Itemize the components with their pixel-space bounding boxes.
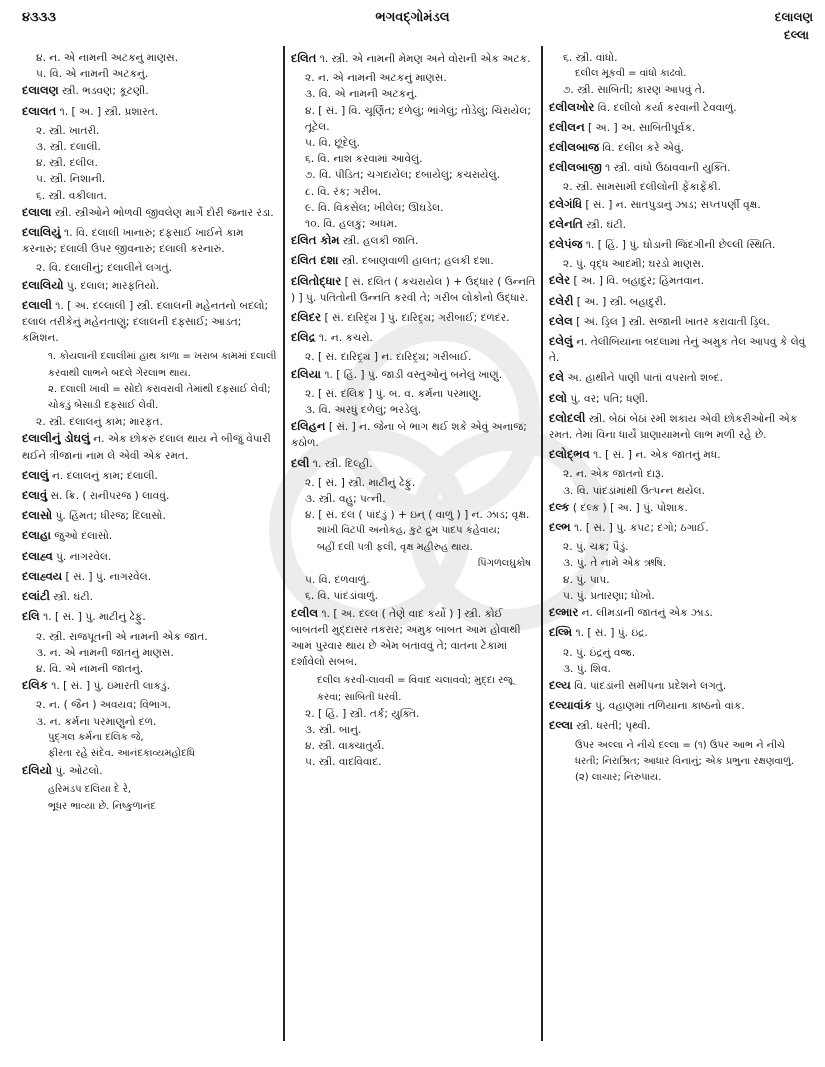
dictionary-entry — [549, 216, 811, 233]
definition-text: ૧. [ અ. ] સ્ત્રી. પ્રશારત. — [56, 105, 159, 118]
headword: દલ્ય — [549, 677, 571, 692]
dictionary-entry — [549, 293, 811, 310]
definition-text: ૭. વિ. પીડિત; ચગદાયેલ; દબાયેલું; કચરાયેલું. — [305, 169, 500, 182]
headword: દલિત — [291, 51, 317, 65]
sense-line — [22, 260, 277, 276]
sense-line — [291, 167, 537, 183]
sense-line — [291, 103, 537, 135]
definition-text: વિ. પાંદડાંની સમીપના પ્રદેશને લગતું. — [570, 679, 727, 692]
sense-line — [291, 402, 537, 418]
headword: દલ્ક — [549, 499, 570, 514]
sense-line — [549, 645, 811, 661]
dictionary-entry — [22, 527, 277, 544]
column-rule-2 — [541, 46, 543, 1041]
sense-line — [22, 661, 277, 677]
definition-text: ૩. ન. કર્મના પરમાણુનો દળ. — [36, 715, 157, 728]
definition-text: ૨. ન. એક જાતનો દારૂ. — [563, 468, 665, 481]
sense-line — [291, 151, 537, 167]
definition-text: ૨. [ સં. ] સ્ત્રી. માટીનું ઢેફું. — [305, 476, 416, 489]
dictionary-entry — [549, 159, 811, 176]
definition-text: સ્ત્રી. હલકી જાતિ. — [339, 235, 419, 248]
dictionary-entry — [549, 272, 811, 289]
column-rule-1 — [283, 46, 285, 1041]
definition-text: ૧. કોયલાની દલાલીમાં હાથ કાળા = ખરાબ કામમાં દલાલી કરવાથી લાભને બદલે ગેરલાભ થાય. — [48, 351, 277, 379]
headword: દલિ — [22, 609, 40, 624]
definition-text: પું. દલાલ; મારફતિયો. — [63, 279, 160, 292]
dictionary-entry — [22, 762, 277, 779]
definition-text: ૬. સ્ત્રી. વકીલાત. — [36, 189, 107, 202]
dictionary-entry — [22, 677, 277, 694]
definition-text: ૨. ન. ( જૈન ) અવયવ; વિભાગ. — [36, 699, 172, 712]
definition-text: ( દલ્ક઼ ) [ અ. ] પું. પોશાક. — [569, 501, 688, 514]
definition-text: ૩. પું. તે નામે એક ઋષિ. — [563, 557, 667, 570]
definition-text: ૭. સ્ત્રી. સાબિતી; કારણ આપવું તે. — [563, 84, 706, 97]
sense-line — [291, 135, 537, 151]
dictionary-entry — [22, 204, 277, 221]
definition-text: [ અ. ] વિ. બહાદુર; હિંમતવાન. — [570, 275, 704, 288]
dictionary-entry — [549, 236, 811, 253]
dictionary-entry — [291, 455, 537, 472]
guideword-last: દલ્લા — [784, 28, 809, 42]
quotation-line — [291, 673, 537, 705]
definition-text: વિ. દલીલો કર્યા કરવાની ટેવવાળું. — [594, 101, 737, 114]
definition-text: ૫. વિ. દળવાળું. — [305, 574, 370, 587]
dictionary-entry — [291, 50, 537, 67]
definition-text: ન. તેલીબિયાંના બદલામાં તેનું અમુક તેલ આપવું કે લેવું તે. — [549, 336, 806, 365]
definition-text: ૧. [ હિં. ] પું. ઘોડાની જિંદગીની છેલ્લી સ્થિતિ. — [582, 239, 776, 252]
definition-text: ૪. [ સં. ] વિ. ચૂર્ણિત; દળેલું; ભાંગેલું; તોડેલું; ચિરાયેલ; તૂટેલ. — [305, 104, 531, 133]
sense-line — [291, 475, 537, 491]
headword: દલીલ — [291, 605, 319, 620]
definition-text: ભૂધર ભાવ્યા છે. નિષ્કુળાનંદ — [48, 800, 157, 812]
headword: દલાવું — [22, 488, 48, 503]
dictionary-entry — [22, 608, 277, 625]
definition-text: ૪. પું. પાપ. — [563, 573, 610, 586]
quotation-line — [291, 540, 537, 556]
dictionary-entry — [291, 252, 537, 269]
headword: દલેલું — [549, 334, 573, 349]
headword: દલી — [291, 455, 310, 470]
definition-text: [ સં. ] ન. સાતપુડાનું ઝાડ; સપ્તપર્ણી વૃક્ષ. — [582, 198, 761, 211]
definition-text: ૧. વિ. દલાલી ખાનારું; દફસાઈ ખાઈને કામ કરનારું; દલાલી ઉપર જીવનારું; દલાલી કરનારું. — [22, 227, 244, 256]
definition-text: ૩. વિ. પાંદડાંમાંથી ઉત્પન્ન થયેલ. — [563, 484, 705, 497]
definition-text: ન. દલાલનું કામ; દલાલી. — [48, 469, 158, 482]
definition-text: ૪. ન. એ નામની અટકનું માણસ. — [36, 52, 179, 64]
dictionary-entry — [549, 139, 811, 156]
definition-text: ૨. [ સં. દલિક ] પું. બ. વ. કર્મના પરમાણુ. — [305, 387, 482, 400]
dictionary-entry — [549, 604, 811, 621]
dictionary-entry — [291, 605, 537, 671]
sense-line — [549, 483, 811, 499]
dictionary-entry — [22, 224, 277, 257]
sense-line — [549, 661, 811, 677]
definition-text: ૮. વિ. રંક; ગરીબ. — [305, 185, 382, 198]
headword: દલોદલી — [549, 410, 586, 425]
sense-line — [291, 349, 537, 365]
definition-text: પું. વહાણમાં તળિયાના કાષ્ઠનો વાંક. — [591, 700, 745, 713]
dictionary-entry — [549, 697, 811, 714]
definition-text: ૧. [ સં. ] પું. માટીનું ઢેફું. — [39, 611, 146, 624]
definition-text: ૫. વિ. એ નામની અટકનું. — [36, 68, 149, 81]
definition-text: સ. ક્રિ. ( રાનીપરજ ) લાવવું. — [47, 490, 170, 503]
definition-text: સ્ત્રી. દબાણવાળી હાલત; હલકી દશા. — [338, 255, 494, 268]
dictionary-entry — [549, 519, 811, 536]
definition-text: ૧. [ સં. ] પું. ઇંદ્ર. — [572, 627, 648, 640]
sense-line — [291, 386, 537, 402]
sense-line — [291, 706, 537, 722]
definition-text: ૧. [ હિં. ] પું. જાડી વસ્તુઓનું બનેલું ખાણું. — [320, 368, 503, 381]
dictionary-entry — [549, 119, 811, 136]
definition-text: ૨. વિ. દલાલીનું; દલાલીને લગતું. — [36, 262, 173, 275]
dictionary-entry — [549, 313, 811, 330]
headword: દલ્માર — [549, 605, 579, 620]
quotation-line — [549, 66, 811, 82]
definition-text: સ્ત્રી. ધરતી; પૃથ્વી. — [572, 720, 651, 733]
sense-line — [291, 491, 537, 507]
definition-text: સ્ત્રી. બેઠાં બેઠાં રમી શકાય એવી છોકરીઓની એક રમત. તેમાં વિના ધાર્યે પ્રાણાયામનો લાભ મળી રહે છે. — [549, 412, 798, 442]
headword: દલ્લા — [549, 718, 573, 733]
headword: દલેલ — [549, 313, 573, 328]
dictionary-entry — [22, 467, 277, 484]
definition-text: હરિમંડપ દલિયા દે રે, — [48, 784, 132, 796]
sense-line — [22, 66, 277, 82]
definition-text: ૩. સ્ત્રી. વહુ; પત્ની. — [305, 493, 386, 506]
definition-text: [ અ. ] અ. સાબિતીપૂર્વક. — [584, 121, 696, 134]
definition-text: ૩. ન. એ નામની જાતનું માણસ. — [36, 646, 174, 659]
headword: દલિયો — [22, 763, 53, 778]
dictionary-entry — [22, 297, 277, 347]
quotation-line — [22, 799, 277, 815]
sense-line — [291, 588, 537, 604]
definition-text: ૪. [ સં. દલ ( પાંદડું ) + ઇન્ ( વાળું ) ] ન. ઝાડ; વૃક્ષ. — [305, 509, 530, 522]
headword: દલાલી — [22, 297, 52, 312]
headword: દલો — [549, 390, 567, 405]
definition-text: [ સં. દારિદ્ર્ય ] પું. દારિદ્ર્ય; ગરીબાઈ; દળદર. — [321, 312, 510, 325]
sense-line — [22, 645, 277, 661]
headword: દલીલખોર — [549, 99, 595, 114]
definition-text: ૫. વિ. છૂંદેલું. — [305, 137, 360, 150]
definition-text: ૬. વિ. નાશ કરવામાં આવેલું. — [305, 153, 423, 166]
sense-line — [22, 171, 277, 187]
definition-text: ૨. [ સં. દારિદ્ર્ય ] ન. દારિદ્ર્ય; ગરીબાઈ. — [305, 351, 472, 364]
definition-text: [ સં. ] પું. નાગરવેલ. — [62, 570, 152, 583]
definition-text: સ્ત્રી. ભડવણ; કૂટણી. — [58, 85, 149, 98]
definition-text: ૧. સ્ત્રી. એ નામની મેમણ અને વોરાની એક અટક. — [316, 53, 531, 65]
sense-line — [22, 714, 277, 730]
dictionary-entry — [22, 588, 277, 605]
quotation-line — [22, 349, 277, 381]
definition-text: ૩. વિ. એ નામની અટકનું. — [305, 88, 418, 101]
headword: દલિદ્ર — [291, 330, 316, 345]
definition-text: શાખી વિટપી અનોકહ, કુટ દ્રુમ પાદપ કહેવાય; — [317, 525, 501, 537]
definition-text: ૨. પું. ઇંદ્રનું વજ્ર. — [563, 646, 636, 659]
sense-line — [22, 139, 277, 155]
definition-text: ૨. [ હિં. ] સ્ત્રી. તર્ક; યુક્તિ. — [305, 707, 420, 720]
definition-text: ૨. ન. એ નામની અટકનું માણસ. — [305, 72, 447, 85]
headword: દલીલબાજ — [549, 140, 600, 155]
definition-text: ૫. સ્ત્રી. વાદવિવાદ. — [305, 756, 382, 769]
quotation-line — [22, 730, 277, 746]
definition-text: વિ. દલીલ કરે એવું. — [599, 142, 684, 155]
quotation-line — [291, 556, 537, 572]
sense-line — [291, 216, 537, 232]
sense-line — [22, 155, 277, 171]
headword: દલેગંધિ — [549, 196, 583, 211]
headword: દલ્યાવાંક — [549, 698, 592, 713]
headword: દલાલત — [22, 103, 57, 118]
definition-text: દલીલ મૂકવી = વાંધો કાઢવો. — [575, 68, 687, 80]
definition-text: પું. ઓટલો. — [52, 765, 103, 778]
headword: દલાહ્વય — [22, 568, 63, 583]
headword: દલિતોદ્ધાર — [291, 273, 342, 288]
definition-text: ૫. પું. પ્રતારણા; ધોખો. — [563, 589, 655, 602]
sense-line — [22, 697, 277, 713]
definition-text: અ. હાથીને પાણી પાતાં વપરાતો શબ્દ. — [564, 372, 724, 385]
headword: દલ્ભ — [549, 520, 571, 535]
definition-text: ૧૦. વિ. હલકું; અધમ. — [305, 218, 398, 231]
definition-text: ૬. વિ. પાંદડાંવાળું. — [305, 590, 379, 603]
sense-line — [291, 507, 537, 523]
dictionary-entry — [549, 624, 811, 641]
sense-line — [291, 572, 537, 588]
definition-text: ૧. [ સં. ] ન. એક જાતનું મધ. — [589, 449, 721, 462]
dictionary-entry — [291, 329, 537, 346]
definition-text: ઉપર અલ્લા ને નીચે દલ્લા = (૧) ઉપર આભ ને નીચે ધરતી; નિરાશ્રિત; આધાર વિનાનું; એક પ્રભુના રક્ષણવાળું. (૨) લાચાર; નિરુપાય. — [575, 739, 795, 783]
sense-line — [549, 179, 811, 195]
sense-line — [22, 414, 277, 430]
definition-text: [ સં. દલિત ( કચરાયેલ ) + ઉદ્ધાર ( ઉન્નતિ ) ] પું. પતિતોની ઉન્નતિ કરવી તે; ગરીબ લોકોનો ઉદ્ધાર. — [291, 275, 536, 304]
page-title: ભગવદ્ગોમંડલ — [375, 10, 450, 25]
definition-text: સ્ત્રી. ઘંટી. — [49, 591, 93, 604]
headword: દલાહ્વ — [22, 548, 53, 563]
dictionary-column-3 — [549, 50, 811, 786]
headword: દલાલા — [22, 204, 52, 219]
sense-line — [291, 722, 537, 738]
definition-text: [ અં. ડ્રિલ ] સ્ત્રી. સજાની ખાતર કરાવાતી ડ્રિલ. — [572, 315, 770, 328]
dictionary-entry — [549, 333, 811, 366]
definition-text: ૧. ન. કચરો. — [315, 332, 373, 345]
quotation-line — [22, 782, 277, 798]
headword: દલે — [549, 370, 565, 385]
sense-line — [549, 50, 811, 66]
quotation-line — [549, 738, 811, 787]
definition-text: [ સં. ] ન. જેના બે ભાગ થઈ શકે એવું અનાજ; કઠોળ. — [291, 421, 527, 450]
definition-text: ૧. [ અ. દલ્લ ( તેણે વાદ કર્યો ) ] સ્ત્રી. કોઈ બાબતની મુદ્દાસર તકરાર; અમુક બાબત આમ હોવાથી આમ પુરવાર થાય છે એમ બતાવવું તે; વાતના ટેકામાં દર્શાવેલો સબબ. — [291, 607, 521, 669]
guideword-first: દલાલણ — [774, 10, 813, 24]
sense-line — [549, 256, 811, 272]
headword: દલેપંજ — [549, 237, 583, 252]
sense-line — [549, 539, 811, 555]
headword: દલિયા — [291, 366, 321, 381]
definition-text: ન. એક છોકરું દલાલ થાય ને બીજું વેપારી થઈને ત્રીજાનાં નામ લે એવી એક રમત. — [22, 433, 271, 462]
sense-line — [549, 588, 811, 604]
dictionary-entry — [549, 677, 811, 694]
dictionary-entry — [22, 568, 277, 585]
definition-text: દલીલ કરવી-લાવવી = વિવાદ ચલાવવો; મુદ્દા રજૂ કરવા; સાબિતી ધરવી. — [317, 675, 513, 703]
page-header — [0, 6, 825, 46]
definition-text: ૧. [ સં. ] પું. કપટ; દગો; ઠગાઈ. — [570, 522, 709, 535]
dictionary-entry — [291, 273, 537, 306]
dictionary-entry — [291, 366, 537, 383]
dictionary-entry — [549, 390, 811, 407]
headword: દલેર — [549, 273, 571, 288]
dictionary-column-2 — [291, 50, 537, 771]
dictionary-entry — [22, 82, 277, 99]
headword: દલીલન — [549, 119, 585, 134]
sense-line — [291, 184, 537, 200]
sense-line — [291, 70, 537, 86]
dictionary-entry — [291, 309, 537, 326]
definition-text: ૧. [ અ. દલ્લાલી ] સ્ત્રી. દલાલની મહેનતનો બદલો; દલાલ તરીકેનું મહેનતાણું; દલાલની દફસાઈ; આડત; કમિશન. — [22, 299, 269, 345]
page-number: ૪૩૩૩ — [22, 10, 57, 25]
headword: દલ્મિ — [549, 625, 573, 640]
sense-line — [22, 629, 277, 645]
sense-line — [549, 555, 811, 571]
headword: દલીલબાજી — [549, 160, 602, 175]
sense-line — [291, 754, 537, 770]
definition-text: ૧. સ્ત્રી. દિલ્હી. — [309, 457, 373, 470]
headword: દલાલણ — [22, 83, 59, 98]
definition-text: સ્ત્રી. ઘંટી. — [582, 218, 626, 231]
dictionary-entry — [549, 717, 811, 734]
sense-line — [291, 738, 537, 754]
headword: દલાલીનું ડોઘલું — [22, 431, 90, 446]
quotation-line — [22, 746, 277, 762]
dictionary-entry — [549, 499, 811, 516]
headword: દલિહન — [291, 419, 326, 434]
definition-text: ૬. સ્ત્રી. વાંધો. — [563, 52, 618, 64]
sense-line — [549, 82, 811, 98]
dictionary-entry — [549, 410, 811, 443]
dictionary-entry — [22, 103, 277, 120]
quotation-line — [291, 523, 537, 539]
headword: દલિત દશા — [291, 253, 339, 268]
definition-text: ૨. સ્ત્રી. દલાલનું કામ; મારફત. — [36, 416, 163, 429]
definition-text: પું. હિંમત; ધીરજ; દિલાસો. — [52, 510, 166, 523]
headword: દલિદર — [291, 310, 322, 325]
definition-text: સ્ત્રી. સ્ત્રીઓને ભોળવી જીવલેણ માર્ગે દોરી જનાર રંડા. — [51, 206, 274, 219]
definition-text: [ અ. ] સ્ત્રી. બહાદુરી. — [573, 295, 667, 308]
headword: દલેરી — [549, 293, 574, 308]
sense-line — [22, 188, 277, 204]
headword: દલાસો — [22, 508, 53, 523]
headword: દલાલિયો — [22, 277, 64, 292]
headword: દલિત કોમ — [291, 233, 340, 248]
dictionary-entry — [22, 430, 277, 463]
dictionary-entry — [22, 487, 277, 504]
sense-line — [291, 200, 537, 216]
definition-text: ૨. પું. ચક્ર; પૈડું. — [563, 541, 629, 554]
definition-text: ૩. સ્ત્રી. બાનું. — [305, 723, 362, 736]
dictionary-entry — [22, 548, 277, 565]
definition-text: જુઓ દલાસો. — [50, 530, 113, 543]
definition-text: ન. લીમડાની જાતનું એક ઝાડ. — [578, 607, 713, 620]
dictionary-entry — [291, 232, 537, 249]
headword: દલેનતિ — [549, 216, 583, 231]
definition-text: ૨. દલાલી ખાવી = સોદો કરાવરાવી તેમાંથી દફસાઈ લેવી; ચોકડું બેસાડી દફસાઈ લેવી. — [48, 383, 271, 412]
definition-text: ૪. સ્ત્રી. દલીલ. — [36, 157, 98, 170]
sense-line — [22, 123, 277, 139]
definition-text: ૩. વિ. અરધું દળેલું; ભરડેલું. — [305, 404, 422, 417]
dictionary-entry — [22, 507, 277, 524]
definition-text: ૩. સ્ત્રી. દલાલી. — [36, 141, 101, 154]
definition-text: ૪. સ્ત્રી. વાક્ચાતુર્ય. — [305, 740, 385, 753]
headword: દલાહા — [22, 528, 51, 543]
headword: દલિક — [22, 678, 48, 693]
sense-line — [549, 466, 811, 482]
sense-line — [549, 572, 811, 588]
definition-text: ૨. સ્ત્રી. ખાતરી. — [36, 124, 100, 137]
dictionary-entry — [549, 196, 811, 213]
definition-text: બહીં દલી પત્રી ફલી, વૃક્ષ મહીરુહ થાય. — [317, 541, 473, 553]
definition-text: ૩. પું. શિવ. — [563, 662, 611, 675]
sense-line — [291, 86, 537, 102]
dictionary-entry — [549, 446, 811, 463]
quotation-line — [22, 382, 277, 414]
definition-text: ૨. પું. વૃદ્ધ આદમી; ઘરડો માણસ. — [563, 258, 705, 271]
definition-text: ૨. સ્ત્રી. રાજપૂતની એ નામની એક જાત. — [36, 630, 208, 643]
definition-text: ૧ સ્ત્રી. વાંધો ઉઠાવવાની યુક્તિ. — [601, 162, 731, 175]
headword: દલાલું — [22, 467, 49, 482]
headword: દલાંટી — [22, 589, 50, 604]
dictionary-column-1 — [22, 50, 277, 815]
definition-text: ૪. વિ. એ નામની જાતનું. — [36, 662, 144, 675]
sense-line — [22, 50, 277, 66]
definition-text: ૫. સ્ત્રી. નિશાની. — [36, 173, 106, 186]
headword: દલાલિયું — [22, 225, 61, 240]
definition-text: પિંગળલઘુકોષ — [477, 557, 531, 569]
dictionary-entry — [549, 99, 811, 116]
definition-text: પુદ્ગલ કર્મના દલિક જે, — [48, 731, 144, 743]
definition-text: પું. નાગરવેલ. — [52, 550, 112, 563]
headword: દલોદ્ભવ — [549, 447, 590, 462]
dictionary-entry — [291, 418, 537, 451]
definition-text: ૯. વિ. વિકસેલ; ખીલેલ; ઊઘડેલ. — [305, 201, 444, 214]
definition-text: ફીરતા રહે સંદેવ. આનંદકાવ્યમહોદધિ — [48, 747, 195, 759]
definition-text: ૧. [ સં. ] પું. ઇમારતી લાકડું. — [47, 680, 171, 693]
definition-text: પું. વર; પતિ; ધણી. — [567, 392, 649, 405]
definition-text: ૨. સ્ત્રી. સામસામી દલીલોની ફેંકાફેંકી. — [563, 181, 721, 194]
dictionary-entry — [22, 277, 277, 294]
dictionary-entry — [549, 369, 811, 386]
